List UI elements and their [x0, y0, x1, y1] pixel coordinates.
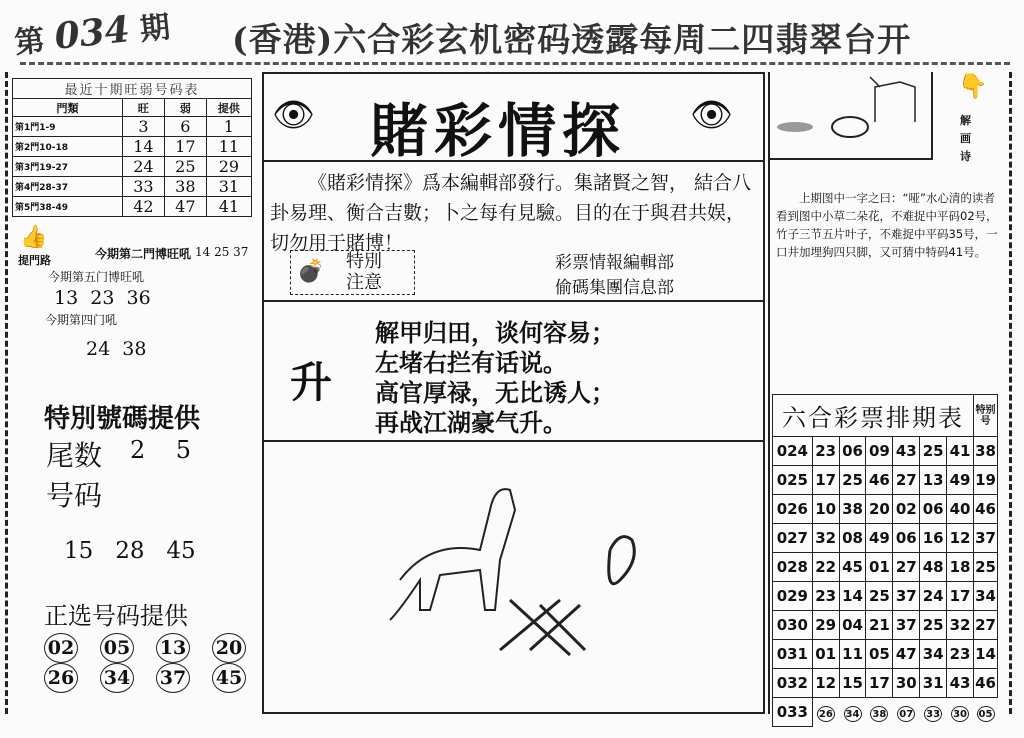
schedule-cell [812, 698, 839, 727]
schedule-cell [893, 611, 920, 640]
schedule-row [773, 669, 998, 698]
schedule-cell [920, 524, 947, 553]
schedule-cell [947, 698, 974, 727]
table-row [13, 177, 252, 197]
schedule-cell [974, 466, 998, 495]
schedule-cell [893, 524, 920, 553]
side-label: 解画诗 [960, 114, 971, 163]
schedule-number: 12 [949, 529, 971, 547]
issue-value: 034 [52, 8, 132, 58]
schedule-number: 23 [815, 587, 837, 605]
schedule-number: 38 [975, 442, 996, 460]
schedule-cell [839, 495, 866, 524]
schedule-number: 34 [975, 587, 996, 605]
schedule-number: 05 [977, 706, 995, 722]
table-cell: 1 [206, 117, 251, 137]
schedule-number: 43 [949, 674, 971, 692]
bomb-icon: 💣 [297, 259, 325, 284]
schedule-number: 38 [842, 500, 863, 518]
table-cell: 6 [164, 117, 206, 137]
dept-2: 偷碼集團信息部 [555, 278, 674, 298]
schedule-row [773, 582, 998, 611]
schedule-cell [974, 582, 998, 611]
schedule-number: 45 [842, 558, 863, 576]
notice-line: 特別 [346, 251, 382, 272]
schedule-row [773, 466, 998, 495]
schedule-number: 25 [842, 471, 863, 489]
schedule-cell [947, 553, 974, 582]
issue-cell [773, 553, 813, 582]
issue-cell [773, 495, 813, 524]
schedule-cell [812, 669, 839, 698]
table-cell: 47 [164, 197, 206, 217]
schedule-number: 04 [842, 616, 863, 634]
schedule-cell [866, 437, 893, 466]
issue-number [12, 2, 172, 62]
schedule-number: 27 [895, 558, 917, 576]
schedule-number: 02 [895, 500, 917, 518]
schedule-cell [947, 524, 974, 553]
schedule-number: 37 [895, 587, 917, 605]
notice-label [346, 251, 382, 293]
poem-line: 解甲归田，谈何容易； [375, 319, 615, 347]
schedule-number: 07 [897, 706, 915, 722]
main-numbers [44, 633, 274, 693]
schedule-number: 27 [895, 471, 917, 489]
schedule-cell [866, 698, 893, 727]
schedule-number: 032 [776, 674, 808, 692]
schedule-cell [920, 669, 947, 698]
schedule-number: 09 [868, 442, 890, 460]
schedule-number: 25 [975, 558, 996, 576]
schedule-number: 48 [922, 558, 944, 576]
schedule-number: 10 [815, 500, 837, 518]
schedule-cell [947, 669, 974, 698]
schedule-cell [866, 524, 893, 553]
schedule-number: 32 [815, 529, 837, 547]
schedule-number: 06 [922, 500, 944, 518]
row-label: 第4門28-37 [13, 177, 123, 197]
schedule-cell [866, 611, 893, 640]
issue-cell [773, 582, 813, 611]
schedule-number: 40 [949, 500, 971, 518]
schedule-number: 23 [949, 645, 971, 663]
schedule-number: 34 [844, 706, 862, 722]
schedule-cell [947, 582, 974, 611]
issue-suffix: 期 [138, 9, 172, 48]
table-row [13, 157, 252, 177]
schedule-number: 08 [842, 529, 863, 547]
schedule-cell [947, 437, 974, 466]
schedule-cell [974, 640, 998, 669]
schedule-number: 18 [949, 558, 971, 576]
schedule-cell [839, 640, 866, 669]
table-cell: 17 [164, 137, 206, 157]
schedule-cell [974, 698, 998, 727]
table-cell: 38 [164, 177, 206, 197]
page-title: (香港)六合彩玄机密码透露每周二四翡翠台开 [232, 20, 912, 59]
schedule-cell [866, 669, 893, 698]
schedule-cell [812, 553, 839, 582]
schedule-cell [893, 582, 920, 611]
schedule-number: 01 [815, 645, 837, 663]
poem-line: 高官厚禄，无比诱人； [375, 379, 615, 407]
schedule-number: 028 [776, 558, 808, 576]
schedule-cell [893, 698, 920, 727]
schedule-number: 21 [868, 616, 890, 634]
schedule-number: 46 [975, 674, 996, 692]
column-header: 旺 [122, 99, 164, 117]
door2-label: 今期第二門博旺吼 [95, 247, 192, 261]
schedule-number: 32 [949, 616, 971, 634]
schedule-row [773, 553, 998, 582]
notice-box [290, 250, 415, 295]
schedule-cell [839, 437, 866, 466]
main-title: 正选号码提供 [44, 602, 188, 630]
schedule-number: 46 [868, 471, 890, 489]
schedule-cell [974, 495, 998, 524]
schedule-number: 25 [868, 587, 890, 605]
schedule-number: 20 [868, 500, 890, 518]
schedule-number: 31 [922, 674, 944, 692]
number-ball: 20 [212, 633, 246, 663]
number-ball: 37 [156, 663, 190, 693]
row-label: 第2門10-18 [13, 137, 123, 157]
table-row [13, 197, 252, 217]
schedule-number: 30 [895, 674, 917, 692]
schedule-number: 25 [922, 616, 944, 634]
schedule-cell [920, 553, 947, 582]
table-caption: 最近十期旺弱号码表 [13, 79, 252, 99]
schedule-cell [893, 553, 920, 582]
schedule-row [773, 698, 998, 727]
schedule-cell [839, 669, 866, 698]
special-numbers: 15 28 45 [64, 538, 196, 564]
table-cell: 11 [206, 137, 251, 157]
row-label: 第3門19-27 [13, 157, 123, 177]
schedule-cell [812, 582, 839, 611]
schedule-cell [839, 611, 866, 640]
schedule-cell [920, 698, 947, 727]
schedule-cell [866, 553, 893, 582]
door5-label: 今期第五门博旺吼 [48, 270, 145, 284]
schedule-cell [920, 437, 947, 466]
table-cell: 3 [122, 117, 164, 137]
schedule-cell [893, 640, 920, 669]
schedule-number: 46 [975, 500, 996, 518]
schedule-cell [839, 698, 866, 727]
column-header: 弱 [164, 99, 206, 117]
schedule-number: 24 [922, 587, 944, 605]
row-label: 第1門1-9 [13, 117, 123, 137]
schedule-number: 49 [868, 529, 890, 547]
schedule-number: 49 [949, 471, 971, 489]
schedule-cell [812, 495, 839, 524]
notice-line: 注意 [346, 272, 382, 293]
schedule-cell [866, 582, 893, 611]
schedule-number: 16 [922, 529, 944, 547]
schedule-number: 13 [922, 471, 944, 489]
schedule-cell [974, 611, 998, 640]
schedule-number: 27 [975, 616, 996, 634]
table-cell: 25 [164, 157, 206, 177]
schedule-row [773, 437, 998, 466]
thumbs-up-icon: 👍 [20, 225, 48, 250]
schedule-number: 12 [815, 674, 837, 692]
issue-cell [773, 437, 813, 466]
schedule-cell [839, 524, 866, 553]
table-row [13, 137, 252, 157]
schedule-cell [947, 611, 974, 640]
schedule-number: 029 [776, 587, 808, 605]
schedule-cell [812, 640, 839, 669]
schedule-number: 15 [842, 674, 863, 692]
schedule-number: 06 [842, 442, 863, 460]
tip-label: 提門路 [18, 254, 51, 267]
schedule-cell [947, 466, 974, 495]
schedule-number: 34 [922, 645, 944, 663]
poem-line: 再战江湖豪气升。 [375, 409, 567, 437]
number-label: 号码 [46, 479, 103, 512]
schedule-number: 23 [815, 442, 837, 460]
schedule-cell [920, 611, 947, 640]
number-ball: 02 [44, 633, 78, 663]
door2-numbers: 14 25 37 [195, 245, 249, 259]
schedule-cell [920, 582, 947, 611]
schedule-cell [839, 582, 866, 611]
dept-1: 彩票情報編輯部 [555, 253, 674, 273]
schedule-cell [974, 437, 998, 466]
special-title: 特別號碼提供 [44, 404, 201, 434]
number-ball: 34 [100, 663, 134, 693]
number-ball: 45 [212, 663, 246, 693]
schedule-cell [920, 640, 947, 669]
issue-cell [773, 640, 813, 669]
schedule-number: 38 [870, 706, 888, 722]
schedule-table [772, 394, 998, 727]
table-cell: 24 [122, 157, 164, 177]
table-cell: 29 [206, 157, 251, 177]
center-title: 賭彩情探 [370, 97, 627, 165]
schedule-cell [839, 553, 866, 582]
schedule-number: 22 [815, 558, 837, 576]
schedule-cell [920, 495, 947, 524]
schedule-cell [920, 466, 947, 495]
schedule-row [773, 640, 998, 669]
schedule-cell [974, 669, 998, 698]
schedule-cell [947, 495, 974, 524]
horse-illustration [370, 470, 670, 680]
eye-icon: 👁 [690, 95, 734, 135]
table-row [13, 117, 252, 137]
table-cell: 14 [122, 137, 164, 157]
row-label: 第5門38-49 [13, 197, 123, 217]
schedule-number: 033 [776, 703, 808, 721]
schedule-cell [974, 524, 998, 553]
issue-cell [773, 466, 813, 495]
schedule-cell [812, 524, 839, 553]
schedule-number: 05 [868, 645, 890, 663]
door4-label: 今期第四门吼 [45, 313, 118, 327]
schedule-number: 030 [776, 616, 808, 634]
schedule-number: 14 [975, 645, 996, 663]
schedule-number: 01 [868, 558, 890, 576]
schedule-cell [812, 611, 839, 640]
schedule-number: 17 [949, 587, 971, 605]
schedule-number: 41 [949, 442, 971, 460]
tail-label: 尾数 [46, 439, 103, 472]
schedule-cell [893, 669, 920, 698]
poem-line: 左堵右拦有话说。 [375, 349, 567, 377]
explain-text: 上期图中一字之曰：“哑”水心清的读者看到图中小草二朵花，不难捉中平码02号，竹子三节五片叶子，不难捉中平码35号，一口井加埋狗四只脚，又可猜中特码41号。 [776, 191, 998, 259]
rebus-illustration [770, 72, 933, 160]
table-cell: 33 [122, 177, 164, 197]
issue-cell [773, 669, 813, 698]
issue-cell [773, 524, 813, 553]
schedule-number: 024 [776, 442, 808, 460]
schedule-number: 026 [776, 500, 808, 518]
schedule-cell [839, 466, 866, 495]
schedule-number: 17 [815, 471, 837, 489]
poem-char: 升 [290, 358, 333, 407]
schedule-number: 11 [842, 645, 863, 663]
schedule-cell [893, 437, 920, 466]
schedule-number: 031 [776, 645, 808, 663]
tail-numbers: 2 5 [130, 436, 192, 464]
schedule-number: 19 [975, 471, 996, 489]
schedule-cell [812, 437, 839, 466]
schedule-number: 25 [922, 442, 944, 460]
schedule-cell [812, 466, 839, 495]
number-ball: 26 [44, 663, 78, 693]
schedule-row [773, 524, 998, 553]
schedule-number: 06 [895, 529, 917, 547]
column-header: 提供 [206, 99, 251, 117]
column-header: 門類 [13, 99, 123, 117]
eye-icon: 👁 [272, 95, 316, 135]
schedule-number: 33 [924, 706, 942, 722]
hot-cold-table [12, 78, 252, 217]
schedule-cell [893, 495, 920, 524]
intro-text: 《賭彩情探》爲本編輯部發行。集諸賢之智， 結合八卦易理、衡合吉數；卜之每有見驗。目的在于與君共娱，切勿用于賭博！ [270, 172, 752, 254]
door5-numbers: 13 23 36 [54, 287, 151, 309]
door4-numbers: 24 38 [86, 338, 147, 360]
pointing-hand-icon: 👇 [958, 72, 988, 100]
table-cell: 41 [206, 197, 251, 217]
issue-cell [773, 698, 813, 727]
header-divider [20, 62, 1010, 65]
schedule-number: 47 [895, 645, 917, 663]
table-cell: 31 [206, 177, 251, 197]
schedule-number: 025 [776, 471, 808, 489]
schedule-number: 14 [842, 587, 863, 605]
schedule-number: 26 [817, 706, 835, 722]
schedule-number: 37 [975, 529, 996, 547]
number-ball: 13 [156, 633, 190, 663]
poem [375, 318, 615, 438]
schedule-cell [974, 553, 998, 582]
special-column-header: 特别号 [974, 395, 998, 437]
schedule-number: 29 [815, 616, 837, 634]
schedule-cell [866, 466, 893, 495]
schedule-number: 30 [951, 706, 969, 722]
issue-cell [773, 611, 813, 640]
schedule-number: 37 [895, 616, 917, 634]
schedule-row [773, 495, 998, 524]
number-ball: 05 [100, 633, 134, 663]
schedule-number: 43 [895, 442, 917, 460]
schedule-cell [866, 640, 893, 669]
issue-prefix: 第 [12, 23, 47, 62]
schedule-number: 027 [776, 529, 808, 547]
schedule-cell [893, 466, 920, 495]
schedule-title: 六合彩票排期表 [773, 395, 974, 437]
schedule-cell [866, 495, 893, 524]
table-cell: 42 [122, 197, 164, 217]
schedule-row [773, 611, 998, 640]
schedule-cell [947, 640, 974, 669]
schedule-number: 17 [868, 674, 890, 692]
